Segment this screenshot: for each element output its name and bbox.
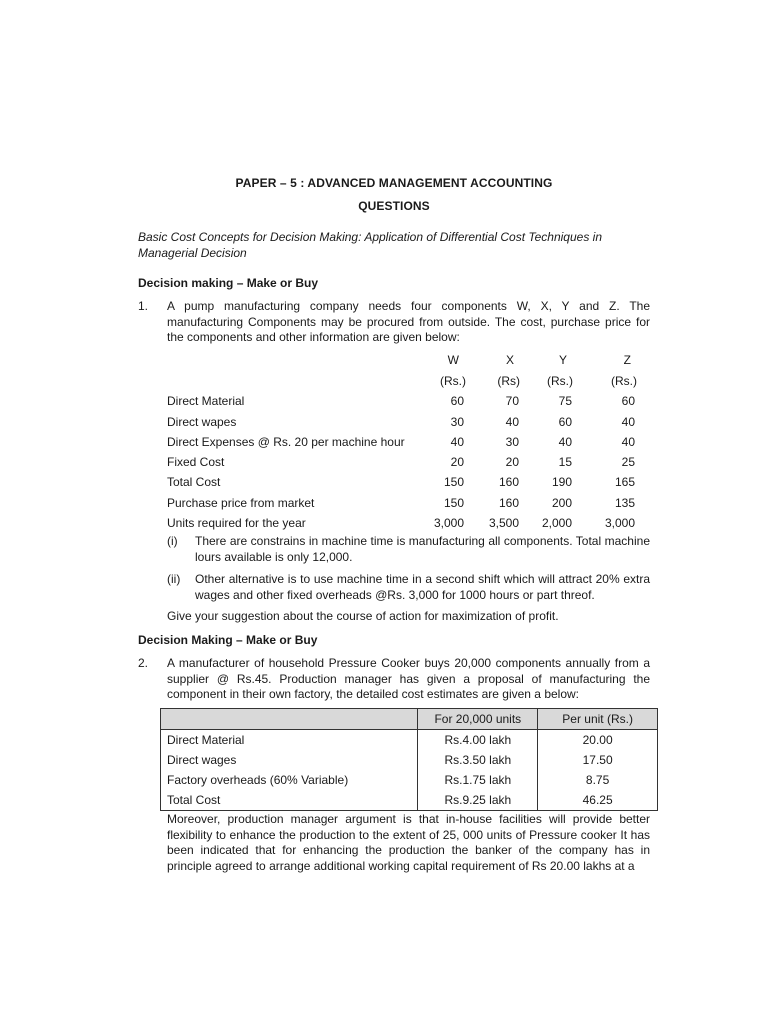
- table-row: [167, 415, 650, 431]
- row-label: Purchase price from market: [167, 496, 315, 510]
- cell-value: 200: [551, 496, 572, 510]
- table-row: [167, 455, 650, 471]
- q2-cost-table: [160, 708, 658, 811]
- cell-value: 150: [443, 475, 464, 489]
- column-header: X: [505, 353, 514, 367]
- note-number: (ii): [167, 572, 181, 586]
- cell-value: 20: [450, 455, 464, 469]
- table-row: [167, 475, 650, 491]
- cell-value: 40: [505, 415, 519, 429]
- row-label: Total Cost: [161, 790, 418, 811]
- column-header: Z: [623, 353, 631, 367]
- q2-heading: Decision Making – Make or Buy: [138, 633, 318, 647]
- unit-label: (Rs): [497, 374, 520, 388]
- cell-value: 40: [558, 435, 572, 449]
- row-label: Direct Expenses @ Rs. 20 per machine hour: [167, 435, 405, 449]
- cell-value: 20.00: [538, 730, 658, 751]
- page-title: PAPER – 5 : ADVANCED MANAGEMENT ACCOUNTING: [235, 176, 553, 190]
- column-header: For 20,000 units: [418, 709, 538, 730]
- table-row: [161, 790, 658, 811]
- cell-value: 15: [558, 455, 572, 469]
- cell-value: 60: [450, 394, 464, 408]
- cell-value: 75: [558, 394, 572, 408]
- column-header: Per unit (Rs.): [538, 709, 658, 730]
- cell-value: 3,000: [604, 516, 635, 530]
- unit-label: (Rs.): [611, 374, 637, 388]
- cell-value: 30: [505, 435, 519, 449]
- column-header: [161, 709, 418, 730]
- cell-value: 60: [621, 394, 635, 408]
- row-label: Units required for the year: [167, 516, 306, 530]
- table-row: [167, 516, 650, 532]
- cell-value: 40: [621, 435, 635, 449]
- table-row: [167, 435, 650, 451]
- q2-number: 2.: [138, 656, 149, 670]
- cell-value: 40: [621, 415, 635, 429]
- row-label: Factory overheads (60% Variable): [161, 770, 418, 790]
- cell-value: 3,000: [433, 516, 464, 530]
- q1-column-headers-2: [167, 353, 650, 369]
- table-row: [167, 496, 650, 512]
- row-label: Direct wapes: [167, 415, 237, 429]
- q2-continuation: Moreover, production manager argument is that in-house facilities will provide better flexibility to enhance the production to the extent of 25, 000 units of Pressure cooker It has been indicated that for enhancing the production the banker of the company has in principle agreed to arrange additional working capital requirement of Rs 20.00 lakhs at a: [167, 812, 650, 873]
- cell-value: 60: [558, 415, 572, 429]
- cell-value: 17.50: [538, 750, 658, 770]
- cell-value: 70: [505, 394, 519, 408]
- row-label: Fixed Cost: [167, 455, 225, 469]
- column-header: Y: [558, 353, 567, 367]
- table-row: [167, 394, 650, 410]
- topic-description: Basic Cost Concepts for Decision Making: Application of Differential Cost Techniques in Managerial Decision: [138, 230, 603, 260]
- q1-units-row: [167, 374, 650, 390]
- cell-value: 25: [621, 455, 635, 469]
- note-text: There are constrains in machine time is manufacturing all components. Total machine lours available is only 12,000.: [195, 534, 650, 564]
- cell-value: 3,500: [488, 516, 519, 530]
- note-text: Other alternative is to use machine time in a second shift which will attract 20% extra wages and other fixed overheads @Rs. 3,000 for 1000 hours or part threof.: [195, 572, 650, 602]
- row-label: Direct Material: [161, 730, 418, 751]
- cell-value: 190: [551, 475, 572, 489]
- q1-heading: Decision making – Make or Buy: [138, 276, 319, 290]
- row-label: Direct wages: [161, 750, 418, 770]
- unit-label: (Rs.): [547, 374, 573, 388]
- q1-closing: Give your suggestion about the course of action for maximization of profit.: [167, 609, 559, 623]
- cell-value: 8.75: [538, 770, 658, 790]
- cell-value: Rs.3.50 lakh: [418, 750, 538, 770]
- cell-value: Rs.4.00 lakh: [418, 730, 538, 751]
- cell-value: 160: [498, 496, 519, 510]
- cell-value: 30: [450, 415, 464, 429]
- cell-value: 160: [498, 475, 519, 489]
- cell-value: 2,000: [541, 516, 572, 530]
- table-header-row: [161, 709, 658, 730]
- table-row: [161, 770, 658, 790]
- q1-text: A pump manufacturing company needs four components W, X, Y and Z. The manufacturing Components may be procured from outside. The cost, purchase price for the components and other information are given below:: [167, 299, 650, 344]
- row-label: Direct Material: [167, 394, 245, 408]
- column-header: W: [447, 353, 459, 367]
- cell-value: 135: [614, 496, 635, 510]
- section-title: QUESTIONS: [358, 199, 430, 213]
- cell-value: Rs.9.25 lakh: [418, 790, 538, 811]
- cell-value: 40: [450, 435, 464, 449]
- cell-value: 20: [505, 455, 519, 469]
- table-row: [161, 730, 658, 751]
- cell-value: 150: [443, 496, 464, 510]
- row-label: Total Cost: [167, 475, 221, 489]
- unit-label: (Rs.): [440, 374, 466, 388]
- q1-number: 1.: [138, 299, 149, 313]
- table-row: [161, 750, 658, 770]
- cell-value: Rs.1.75 lakh: [418, 770, 538, 790]
- note-number: (i): [167, 534, 178, 548]
- cell-value: 46.25: [538, 790, 658, 811]
- cell-value: 165: [614, 475, 635, 489]
- q2-text: A manufacturer of household Pressure Cooker buys 20,000 components annually from a supplier @ Rs.45. Production manager has given a proposal of manufacturing the component in their own factory, the detailed cost estimates are given a below:: [167, 656, 650, 701]
